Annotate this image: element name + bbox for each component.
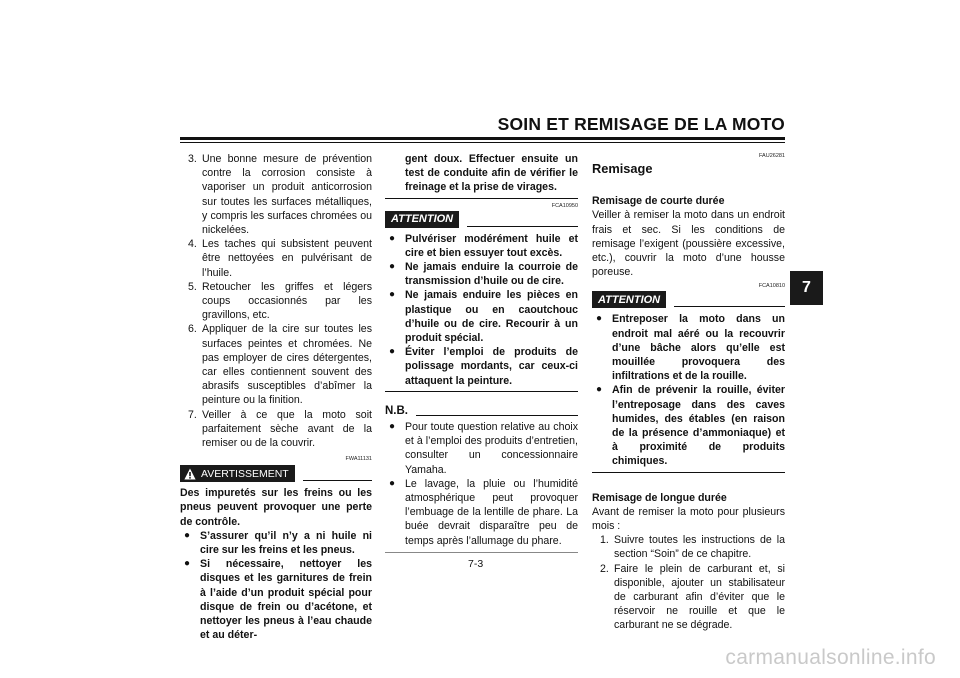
page-title: SOIN ET REMISAGE DE LA MOTO: [497, 114, 785, 134]
attention-code: FCA10810: [758, 283, 785, 290]
warning-code: FWA11131: [345, 456, 372, 463]
list-item: [592, 562, 785, 633]
note-end-rule: [385, 552, 578, 553]
list-item: [180, 322, 372, 407]
warning-label: AVERTISSEMENT: [201, 467, 289, 480]
bullet-text: Afin de prévenir la rouille, éviter l’entreposage dans des caves humides, des étables (en raison de la présence d’ammoniaque) et à proximité de produits chimiques.: [612, 384, 785, 468]
item-number: 4.: [188, 238, 197, 251]
attention-rule: [674, 306, 785, 307]
bullet-dot-icon: ●: [389, 261, 396, 273]
bullet-dot-icon: ●: [389, 477, 396, 489]
item-text: Les taches qui subsistent peuvent être nettoyées en pulvérisant de l’huile.: [202, 238, 372, 279]
subsection-title-long: Remisage de longue durée: [592, 491, 727, 504]
warning-bullet: [180, 529, 372, 557]
warning-bullet-continued: [385, 152, 578, 195]
bullet-dot-icon: ●: [389, 289, 396, 301]
chapter-tab: 7: [790, 271, 823, 305]
column-3: [592, 152, 785, 633]
item-number: 5.: [188, 280, 197, 293]
bullet-text: Entreposer la moto dans un endroit mal aéré ou la recouvrir d’une bâche alors qu’elle est mouillée provoquera des infiltrations et de la rouille.: [612, 313, 785, 383]
item-number: 6.: [188, 323, 197, 336]
attention-end-rule: [592, 472, 785, 473]
note-header: [385, 404, 578, 418]
attention-end-rule: [385, 391, 578, 392]
list-item: [180, 408, 372, 451]
attention-bullet: [592, 312, 785, 383]
warning-triangle-icon: [184, 468, 196, 480]
item-number: 7.: [188, 408, 197, 421]
item-text: Une bonne mesure de prévention contre la corrosion consiste à vaporiser un produit anticorrosion sur toutes les surfaces métalliques, y compris les surfaces chromées ou nickelées.: [202, 153, 372, 237]
item-text: Appliquer de la cire sur toutes les surfaces peintes et chromées. Ne pas employer de cires détergentes, car elles contiennent souvent des abrasifs susceptibles d’abîmer la peinture ou la finition.: [202, 323, 372, 407]
bullet-dot-icon: ●: [184, 558, 191, 570]
short-storage-text: Veiller à remiser la moto dans un endroit frais et sec. Si les conditions de remisage l’exigent (poussière excessive, etc.), couvrir la moto d’une housse poreuse.: [592, 209, 785, 279]
note-bullet: [385, 477, 578, 548]
attention-badge: ATTENTION: [385, 211, 459, 228]
bullet-dot-icon: ●: [389, 232, 396, 244]
bullet-dot-icon: ●: [184, 529, 191, 541]
column-1: [180, 152, 372, 643]
title-rule: [180, 137, 785, 140]
item-text: Faire le plein de carburant et, si disponible, ajouter un stabilisateur de carburant afin d’éviter que le réservoir ne rouille et que le carburant ne se dégrade.: [614, 562, 785, 632]
attention-bullet: [385, 345, 578, 388]
attention-bullet: [592, 383, 785, 468]
note-bullet: [385, 420, 578, 477]
warning-badge: [180, 465, 295, 482]
warning-end-rule: [385, 198, 578, 199]
bullet-text: S’assurer qu’il n’y a ni huile ni cire sur les freins et les pneus.: [200, 529, 372, 557]
note-label: N.B.: [385, 404, 408, 417]
bullet-text: Ne jamais enduire les pièces en plastique ou en caoutchouc d’huile ou de cire. Recourir à un produit spécial.: [405, 289, 578, 345]
item-number: 2.: [600, 562, 609, 575]
list-item: [180, 237, 372, 280]
item-number: 3.: [188, 153, 197, 165]
bullet-text: Ne jamais enduire la courroie de transmission d’huile ou de cire.: [405, 261, 578, 288]
item-text: Retoucher les griffes et légers coups occasionnés par les gravillons, etc.: [202, 280, 372, 322]
attention-header: [592, 291, 785, 308]
item-number: 1.: [600, 534, 609, 547]
bullet-dot-icon: ●: [389, 346, 396, 358]
bullet-dot-icon: ●: [596, 313, 603, 325]
page-number: 7-3: [468, 558, 484, 570]
list-item: [592, 533, 785, 561]
list-item: [180, 152, 372, 237]
attention-bullet: [385, 232, 578, 260]
warning-intro: Des impuretés sur les freins ou les pneus peuvent provoquer une perte de contrôle.: [180, 487, 372, 528]
bullet-dot-icon: ●: [596, 384, 603, 396]
warning-bullet: [180, 557, 372, 642]
list-item: [180, 280, 372, 323]
bullet-dot-icon: ●: [389, 421, 396, 433]
bullet-text: gent doux. Effectuer ensuite un test de conduite afin de vérifier le freinage et la prise de virages.: [405, 153, 578, 194]
attention-bullet: [385, 260, 578, 288]
attention-bullet: [385, 288, 578, 345]
watermark: carmanualsonline.info: [725, 646, 936, 669]
item-text: Veiller à ce que la moto soit parfaitement sèche avant de la remiser ou de la couvrir.: [202, 408, 372, 450]
subsection-title-short: Remisage de courte durée: [592, 195, 725, 208]
warning-rule: [303, 480, 372, 481]
note-rule: [416, 415, 578, 416]
attention-rule: [467, 226, 578, 227]
bullet-text: Si nécessaire, nettoyer les disques et les garnitures de frein à l’aide d’un produit spécial pour disque de frein ou d’acétone, et nettoyer les pneus à l’eau chaude et au déter-: [200, 558, 372, 642]
bullet-text: Pulvériser modérément huile et cire et bien essuyer tout excès.: [405, 232, 578, 259]
section-title: Remisage: [592, 161, 653, 176]
column-2: [385, 152, 578, 553]
item-text: Suivre toutes les instructions de la section “Soin” de ce chapitre.: [614, 534, 785, 561]
warning-header: [180, 465, 372, 482]
title-rule-thin: [180, 142, 785, 143]
attention-badge: ATTENTION: [592, 291, 666, 308]
bullet-text: Le lavage, la pluie ou l’humidité atmosphérique peut provoquer l’embuage de la lentille de phare. La buée devrait disparaître peu de temps après l’allumage du phare.: [405, 477, 578, 547]
attention-code: FCA10950: [551, 202, 578, 209]
attention-header: [385, 211, 578, 228]
bullet-text: Pour toute question relative au choix et à l’emploi des produits d’entretien, consulter un concessionnaire Yamaha.: [405, 421, 578, 476]
bullet-text: Éviter l’emploi de produits de polissage mordants, car ceux-ci attaquent la peinture.: [405, 346, 578, 387]
long-storage-intro: Avant de remiser la moto pour plusieurs mois :: [592, 505, 785, 533]
section-code: FAU26281: [759, 153, 785, 159]
